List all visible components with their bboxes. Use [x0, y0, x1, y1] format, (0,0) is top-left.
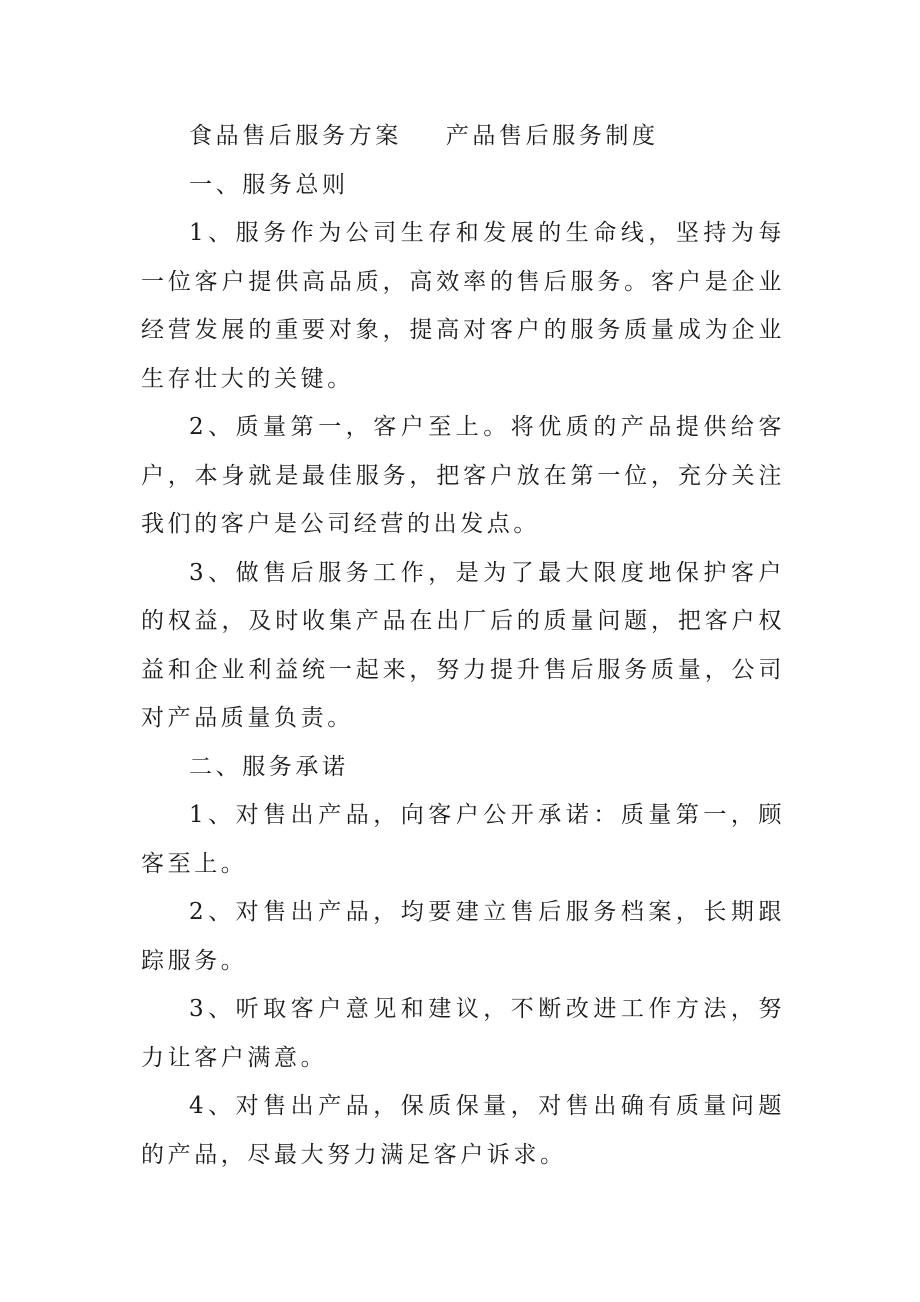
- paragraph: 3、做售后服务工作，是为了最大限度地保护客户的权益，及时收集产品在出厂后的质量问题，把客户权益和企业利益统一起来，努力提升售后服务质量，公司对产品质量负责。: [141, 559, 785, 731]
- paragraph: 3、听取客户意见和建议，不断改进工作方法，努力让客户满意。: [141, 996, 785, 1071]
- paragraph: 4、对售出产品，保质保量，对售出确有质量问题的产品，尽最大努力满足客户诉求。: [141, 1093, 785, 1168]
- paragraph: 2、质量第一，客户至上。将优质的产品提供给客户，本身就是最佳服务，把客户放在第一位，充分关注我们的客户是公司经营的出发点。: [141, 414, 785, 537]
- title-left: 食品售后服务方案: [189, 123, 402, 149]
- section-heading-1: 一、服务总则: [189, 171, 349, 198]
- title-right: 产品售后服务制度: [445, 123, 659, 149]
- paragraph: 1、服务作为公司生存和发展的生命线，坚持为每一位客户提供高品质，高效率的售后服务。客户是企业经营发展的重要对象，提高对客户的服务质量成为企业生存壮大的关键。: [141, 220, 785, 392]
- paragraph: 2、对售出产品，均要建立售后服务档案，长期跟踪服务。: [141, 899, 785, 974]
- section-heading-2: 二、服务承诺: [189, 753, 349, 780]
- document-title: [189, 112, 785, 161]
- paragraph: 1、对售出产品，向客户公开承诺：质量第一，顾客至上。: [141, 802, 785, 877]
- document-body: [141, 112, 785, 1179]
